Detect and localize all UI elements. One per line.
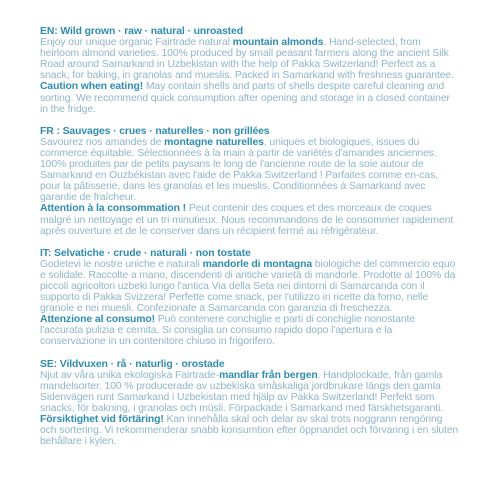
warning-text: Può contenere conchiglie e parti di conchiglie nonostante l'accurata pulizia e cernita. Si consiglia un consumo rapido dopo l'apertura e la conservazione in un contenitore chiuso in frigorifero.	[40, 314, 415, 348]
section-heading: EN: Wild grown · raw · natural · unroasted	[40, 26, 243, 37]
description-text: Godetevi le nostre uniche e naturali	[40, 258, 203, 270]
section-heading: FR : Sauvages · crues · naturelles · non grillées	[40, 125, 270, 137]
section-warning	[40, 81, 460, 114]
section-warning	[40, 314, 460, 347]
description-text: biologiche del commercio equo e solidale. Raccolte a mano, discendenti di antiche varietà di mandorle. Prodotte al 100% da piccoli agricoltori uzbeki lungo l'antica Via della Seta nei dintorni di Samarcanda con il supporto di Pakka Svizzera! Perfette come snack, per l'utilizzo in ricette da forno, nelle granole e nei muesli. Confezionate a Samarcanda con garanzia di freschezza.	[40, 258, 456, 315]
product-name: mountain almonds	[232, 37, 324, 49]
section-warning	[40, 414, 460, 447]
section-description	[40, 37, 460, 81]
section-description	[40, 259, 460, 314]
section-se	[40, 359, 460, 448]
product-name: montagne naturelles	[164, 136, 264, 148]
warning-text: Kan innehålla skal och delar av skal trots noggrann rengöring och sortering. Vi rekommenderar snabb konsumtion efter öppnandet och förvaring i en sluten behållare i kylen.	[40, 414, 459, 448]
section-en	[40, 26, 460, 115]
product-name: mandlar från bergen	[219, 369, 318, 381]
description-text: . Handplockade, från gamla mandelsorter. 100 % producerade av uzbekiska småskaliga jordbrukare längs den gamla Sidenvägen runt Samarkand i Uzbekistan med hjälp av Pakka Switzerland! Perfekt som snacks, för bakning, i granolas och müsli. Förpackade i Samarkand med färskhetsgaranti.	[40, 369, 444, 414]
product-name: mandorle di montagna	[202, 258, 313, 270]
section-description	[40, 370, 460, 414]
section-fr	[40, 126, 460, 237]
description-text: Njut av våra unika ekologiska Fairtrade-	[40, 369, 220, 381]
description-text: Enjoy our unique organic Fairtrade natural	[40, 37, 233, 49]
section-warning	[40, 203, 460, 236]
description-text: . Hand-selected, from heirloom almond varieties. 100% produced by small peasant farmers along the ancient Silk Road around Samarkand in Uzbekistan with the help of Pakka Switzerland! Perfect as a snack, for baking, in granolas and mueslis. Packed in Samarkand with freshness guarantee.	[40, 37, 454, 82]
description-text: , uniques et biologiques, issues du commerce équitable. Sélectionnées à la main à partir de variétés d'amandes anciennes. 100% produites par de petits paysans le long de l'ancienne route de la soie autour de Samarkand en Ouzbékistan avec l'aide de Pakka Switzerland ! Parfaites comme en-cas, pour la pâtisserie, dans les granolas et les mueslis. Conditionnées à Samarkand avec garantie de fraîcheur.	[40, 136, 438, 204]
description-text: Savourez nos amandes de	[40, 136, 165, 148]
warning-text: May contain shells and parts of shells despite careful cleaning and sorting. We recommend quick consumption after opening and storage in a closed container in the fridge.	[40, 81, 450, 115]
section-it	[40, 248, 460, 348]
warning-text: Peut contenir des coques et des morceaux de coques malgré un nettoyage et un tri minutieux. Nous recommandons de le consommer rapidement après ouverture et de le conserver dans un récipient fermé au réfrigérateur.	[40, 203, 454, 237]
warning-label: Caution when eating!	[40, 81, 144, 93]
warning-label: Försiktighet vid förtäring!	[40, 414, 164, 425]
warning-label: Attention à la consommation !	[40, 203, 187, 215]
section-description	[40, 137, 460, 204]
section-heading: SE: Vildvuxen · rå · naturlig · orostade	[40, 358, 225, 370]
warning-label: Attenzione al consumo!	[40, 314, 155, 326]
section-heading: IT: Selvatiche · crude · naturali · non tostate	[40, 247, 251, 259]
